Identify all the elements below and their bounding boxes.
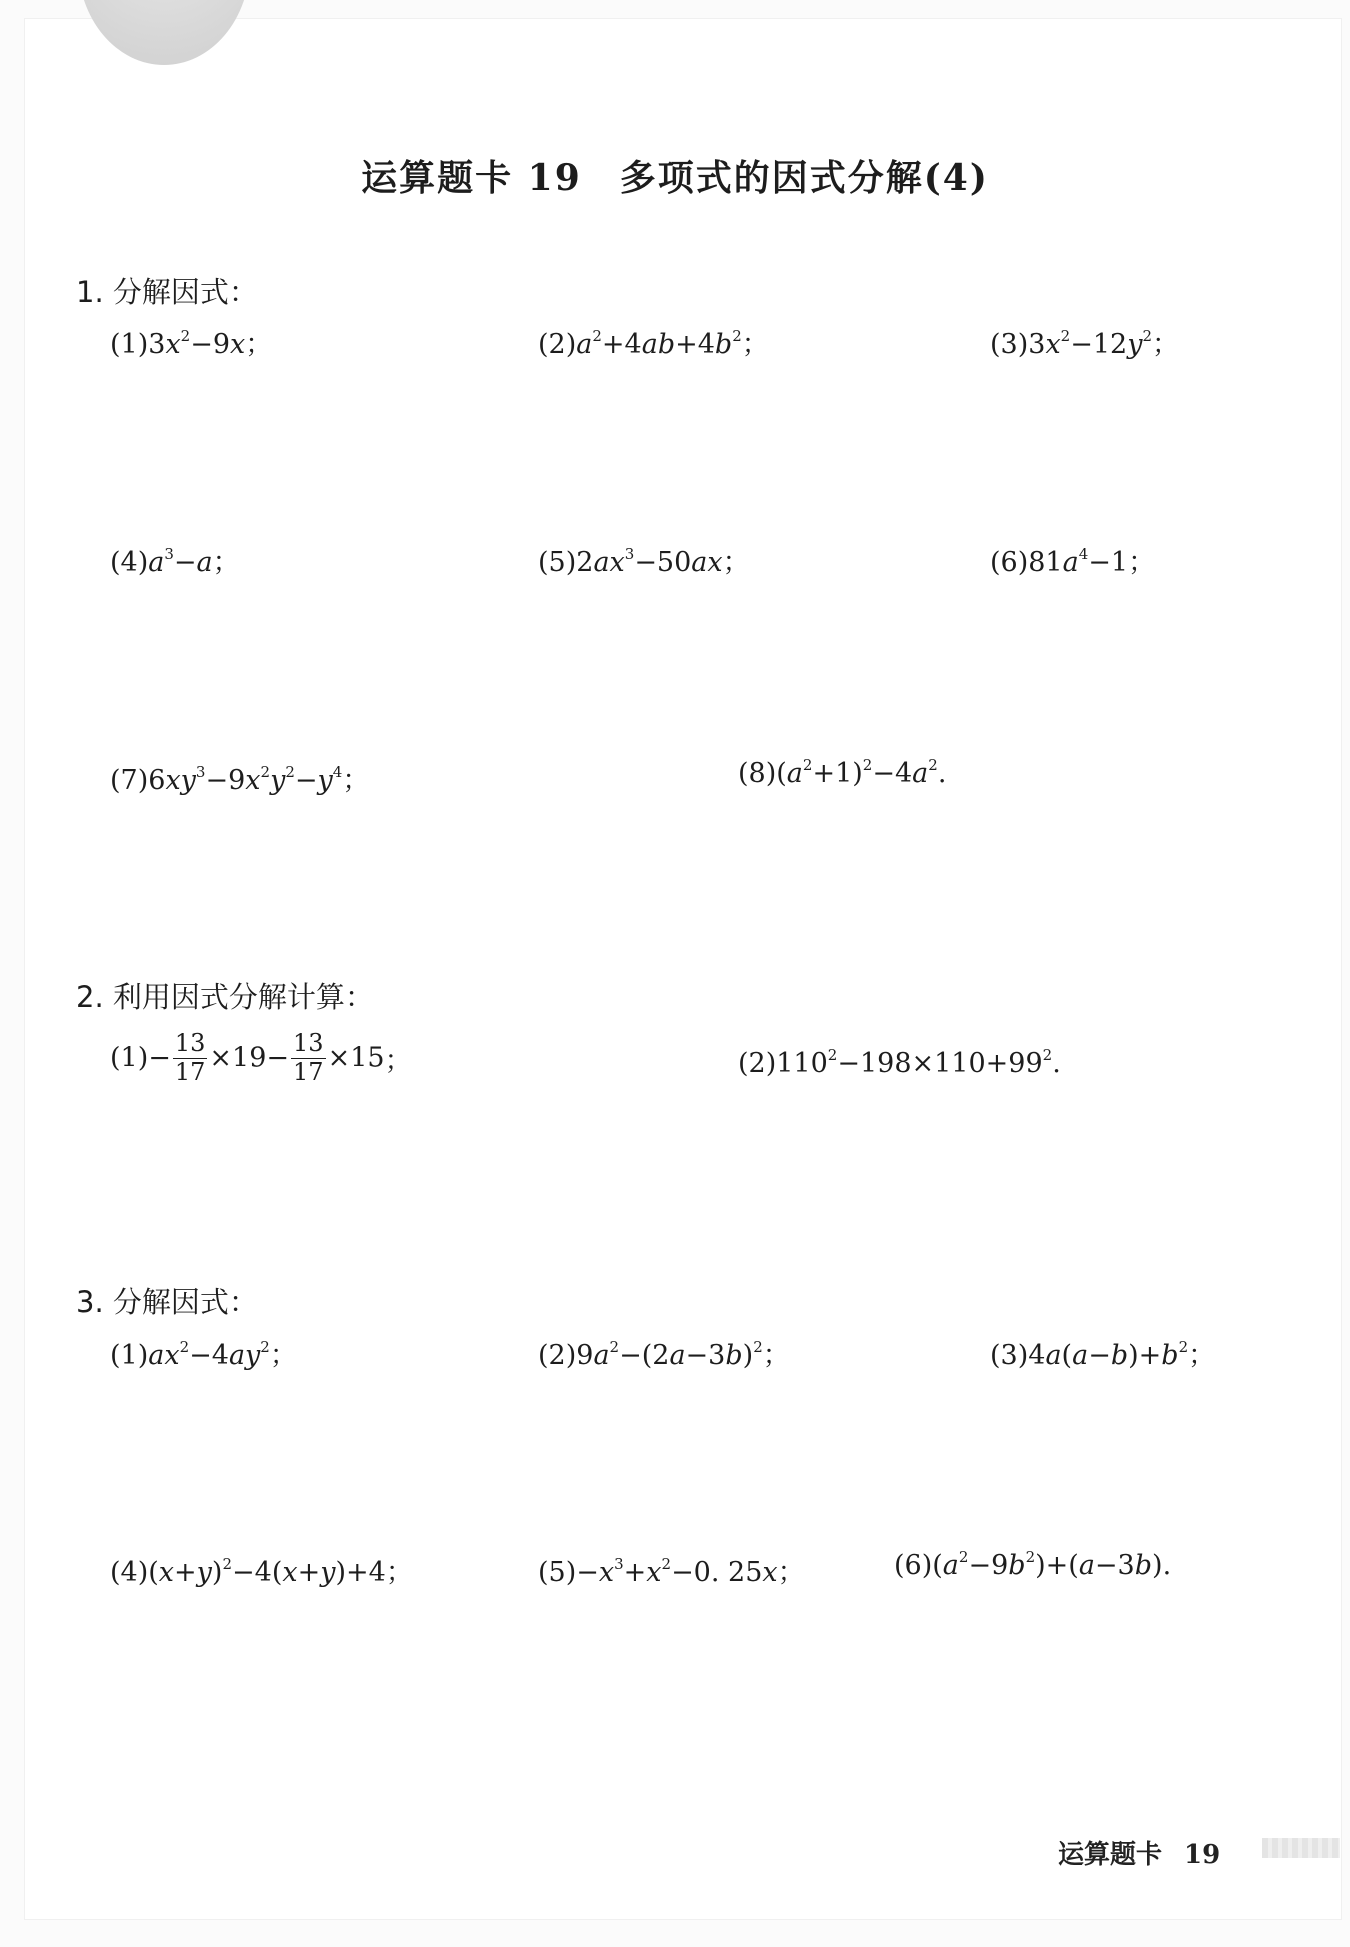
s1-problem-8: $(8)(a^2+1)^2-4a^2$. [738, 756, 947, 789]
s3-problem-5: $(5)-x^3+x^2-0$. 25x； [538, 1555, 805, 1588]
fraction: $\frac{13}{17}$ [293, 1029, 324, 1086]
s1-problem-6: $(6)81a^4-1$； [990, 545, 1156, 578]
s3-problem-4: $(4)(x+y)^2-4(x+y)+4$； [110, 1555, 413, 1588]
s1-problem-2: $(2)a^2+4ab+4b^2$； [538, 327, 769, 360]
s3-problem-1: $(1)ax^2-4ay^2$； [110, 1338, 297, 1371]
fraction: $\frac{13}{17}$ [174, 1029, 206, 1086]
footer-decoration [1262, 1838, 1340, 1858]
footer-label: 运算题卡 [1058, 1840, 1163, 1870]
section-3-heading: 3. 分解因式： [76, 1285, 258, 1319]
s1-problem-1: $(1)3x^2-9x$； [110, 327, 273, 360]
page-number: 19 [1184, 1840, 1221, 1870]
section-2-heading: 2. 利用因式分解计算： [76, 980, 374, 1014]
s2-problem-1: (1)− $\frac{13}{17}$ ×19− $\frac{13}{17}$ ×15； [110, 1029, 412, 1086]
s3-problem-2: $(2)9a^2-(2a-3b)^2$； [538, 1338, 790, 1371]
s1-problem-4: $(4)a^3-a$； [110, 545, 240, 578]
s3-problem-6: $(6)(a^2-9b^2)+(a-3b)$. [894, 1548, 1172, 1581]
s1-problem-5: $(5)2ax^3-50ax$； [538, 545, 750, 578]
section-1-heading: 1. 分解因式： [76, 275, 258, 309]
s1-problem-7: $(7)6xy^3-9x^2y^2-y^4$； [110, 763, 370, 796]
s2-problem-2: $(2)110^2-198\times 110+99^2$. [738, 1046, 1061, 1079]
s3-problem-3: $(3)4a(a-b)+b^2$； [990, 1338, 1216, 1371]
s1-problem-3: $(3)3x^2-12y^2$； [990, 327, 1180, 360]
page-footer [1058, 1834, 1220, 1871]
page-title: 运算题卡 19 多项式的因式分解(4) [361, 157, 989, 199]
